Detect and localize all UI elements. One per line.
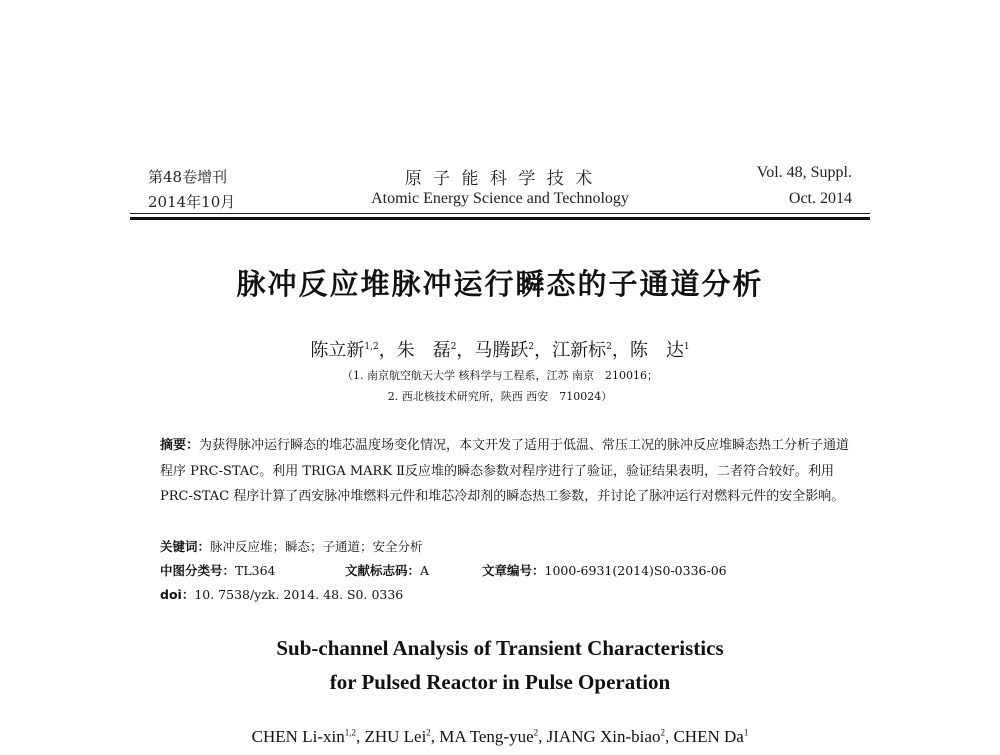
author-cn-sup: 2 <box>450 342 457 352</box>
author-cn: 朱 磊 <box>396 340 451 361</box>
clc-value: TL364 <box>235 563 276 578</box>
date-en: Oct. 2014 <box>788 190 852 207</box>
abstract-text: 为获得脉冲运行瞬态的堆芯温度场变化情况，本文开发了适用于低温、常压工况的脉冲反应堆瞬态热工分析子通道程序 PRC-STAC。利用 TRIGA MARK Ⅱ反应堆的瞬态参数对程序进行了验证，验证结果表明，二者符合较好。利用 PRC-STAC 程序计算了西安脉冲堆燃料元件和堆芯冷却剂的瞬态热工参数，并讨论了脉冲运行对燃料元件的安全影响。 <box>160 438 850 504</box>
author-cn: 陈 达 <box>629 340 684 361</box>
author-cn: 马腾跃 <box>474 340 529 361</box>
keywords-label: 关键词： <box>160 539 211 554</box>
author-cn-sup: 2 <box>606 342 612 352</box>
document-code <box>345 561 429 579</box>
paper-title-cn: 脉冲反应堆脉冲运行瞬态的子通道分析 <box>236 267 764 301</box>
article-number-label: 文章编号： <box>482 563 545 578</box>
author-en: CHEN Da <box>673 727 744 746</box>
author-en-sup: 1 <box>743 727 749 738</box>
author-en-sup: 2 <box>426 727 431 738</box>
header-rule-thin <box>130 213 870 214</box>
abstract-label: 摘要： <box>160 438 200 453</box>
author-cn: 陈立新 <box>310 340 365 361</box>
author-en-sup: 2 <box>660 727 665 738</box>
paper-title-en-line1: Sub-channel Analysis of Transient Characteristics <box>276 636 724 660</box>
author-en: ZHU Lei <box>364 727 427 746</box>
author-cn-sup: 1 <box>683 342 690 352</box>
authors-cn: 陈立新$^{1,2}$，朱 磊$^2$，马腾跃$^2$，江新标$^2$，陈 达$^1$ <box>310 340 690 361</box>
issue-cn: 第48卷增刊 <box>148 168 228 186</box>
date-cn: 2014年10月 <box>148 193 236 211</box>
journal-name-cn: 原 子 能 科 学 技 术 <box>404 169 596 189</box>
authors-en: CHEN Li-xin$^{1,2}$, ZHU Lei$^2$, MA Teng-yue$^2$, JIANG Xin-biao$^2$, CHEN Da$^1$ <box>251 727 749 746</box>
volume-en: Vol. 48, Suppl. <box>756 164 852 181</box>
document-code-value: A <box>420 563 430 578</box>
keywords <box>160 537 423 555</box>
keywords-text: 脉冲反应堆；瞬态；子通道；安全分析 <box>210 539 423 554</box>
doi <box>160 585 403 603</box>
author-en: MA Teng-yue <box>439 727 534 746</box>
affiliation-2: 2. 西北核技术研究所，陕西 西安 710024） <box>387 390 613 403</box>
journal-name-en: Atomic Energy Science and Technology <box>371 190 629 207</box>
affiliation-1: （1. 南京航空航天大学 核科学与工程系，江苏 南京 210016； <box>342 369 658 382</box>
header-rule-thick <box>130 217 870 220</box>
doi-label: doi： <box>160 587 195 602</box>
clc <box>160 561 276 579</box>
author-en-sup: 2 <box>533 727 539 738</box>
clc-label: 中图分类号： <box>160 563 236 578</box>
paper-title-en-line2: for Pulsed Reactor in Pulse Operation <box>329 670 671 694</box>
author-en-sup: 1,2 <box>344 727 356 738</box>
author-en: JIANG Xin-biao <box>546 727 661 746</box>
author-cn-sup: 1,2 <box>364 342 379 352</box>
article-number <box>482 561 727 579</box>
document-code-label: 文献标志码： <box>345 563 421 578</box>
article-number-value: 1000-6931(2014)S0-0336-06 <box>544 563 727 578</box>
author-cn-sup: 2 <box>528 342 535 352</box>
author-en: CHEN Li-xin <box>251 727 345 746</box>
abstract <box>160 433 850 510</box>
author-cn: 江新标 <box>552 340 607 361</box>
doi-value: 10. 7538/yzk. 2014. 48. S0. 0336 <box>194 587 404 602</box>
